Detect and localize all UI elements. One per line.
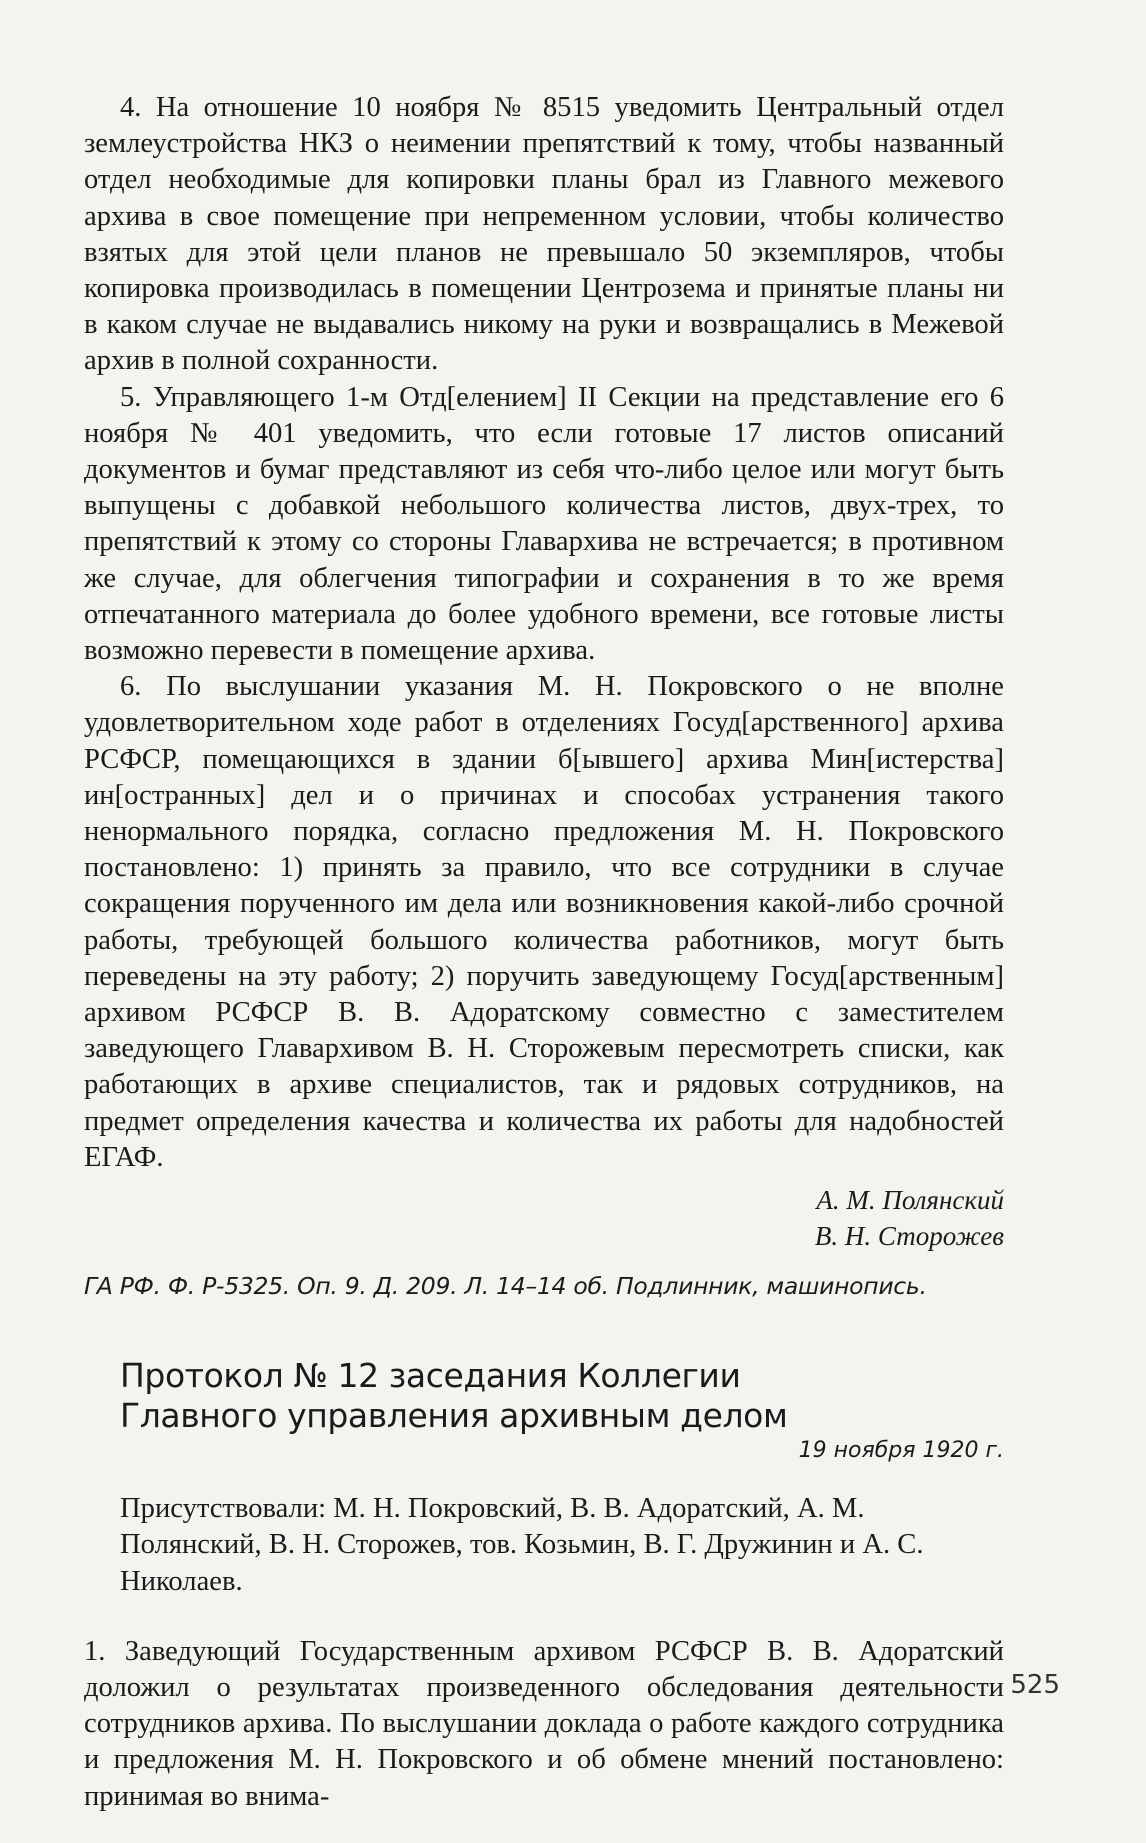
protocol-item-1: 1. Заведующий Государственным архивом РСФСР В. В. Адоратский доложил о результатах произведенного обследования деятельности сотрудников архива. По выслушании доклада о работе каждого сотрудника и предложения М. Н. Покровского и об обмене мнений постановлено: принимая во внима- <box>84 1635 1004 1812</box>
protocol-heading <box>84 1356 1004 1436</box>
heading-line-1: Протокол № 12 заседания Коллегии <box>120 1356 741 1396</box>
paragraph-6: 6. По выслушании указания М. Н. Покровского о не вполне удовлетворительном ходе работ в отделениях Госуд[арственного] архива РСФСР, помещающихся в здании б[ывшего] архива Мин[истерства] ин[остранных] дел и о причинах и способах устранения такого ненормального порядка, согласно предложения М. Н. Покровского постановлено: 1) принять за правило, что все сотрудники в случае сокращения порученного им дела или возникновения какой-либо срочной работы, требующей большого количества работников, могут быть переведены на эту работу; 2) поручить заведующему Госуд[арственным] архивом РСФСР В. В. Адоратскому совместно с заместителем заведующего Главархивом В. Н. Сторожевым пересмотреть списки, как работающих в архиве специалистов, так и рядовых сотрудников, на предмет определения качества и количества их работы для надобностей ЕГАФ. <box>84 671 1004 1173</box>
document-page <box>84 90 1004 1843</box>
paragraph-5: 5. Управляющего 1-м Отд[елением] II Секции на представление его 6 ноября № 401 уведомить, что если готовые 17 листов описаний документов и бумаг представляют из себя что-либо целое или могут быть выпущены с добавкой небольшого количества листов, двух-трех, то препятствий к этому со стороны Главархива не встречается; в противном же случае, для облегчения типографии и сохранения в то же время отпечатанного материала до более удобного времени, все готовые листы возможно перевести в помещение архива. <box>84 381 1004 667</box>
signature-polyansky: А. М. Полянский <box>816 1185 1004 1216</box>
protocol-date: 19 ноября 1920 г. <box>798 1438 1004 1464</box>
signatures-block <box>84 1182 1004 1254</box>
heading-line-2: Главного управления архивным делом <box>120 1396 788 1436</box>
attendees: Присутствовали: М. Н. Покровский, В. В. Адоратский, А. М. Полянский, В. Н. Сторожев, тов. Козьмин, В. Г. Дружинин и А. С. Николаев. <box>120 1493 924 1597</box>
page-number: 525 <box>1010 1670 1060 1700</box>
archive-source: ГА РФ. Ф. Р-5325. Оп. 9. Д. 209. Л. 14–14 об. Подлинник, машинопись. <box>84 1272 927 1301</box>
signature-storozhev: В. Н. Сторожев <box>814 1221 1004 1252</box>
paragraph-4: 4. На отношение 10 ноября № 8515 уведомить Центральный отдел землеустройства НКЗ о неимении препятствий к тому, чтобы названный отдел необходимые для копировки планы брал из Главного межевого архива в свое помещение при непременном условии, чтобы количество взятых для этой цели планов не превышало 50 экземпляров, чтобы копировка производилась в помещении Центрозема и принятые планы ни в каком случае не выдавались никому на руки и возвращались в Межевой архив в полной сохранности. <box>84 92 1004 377</box>
